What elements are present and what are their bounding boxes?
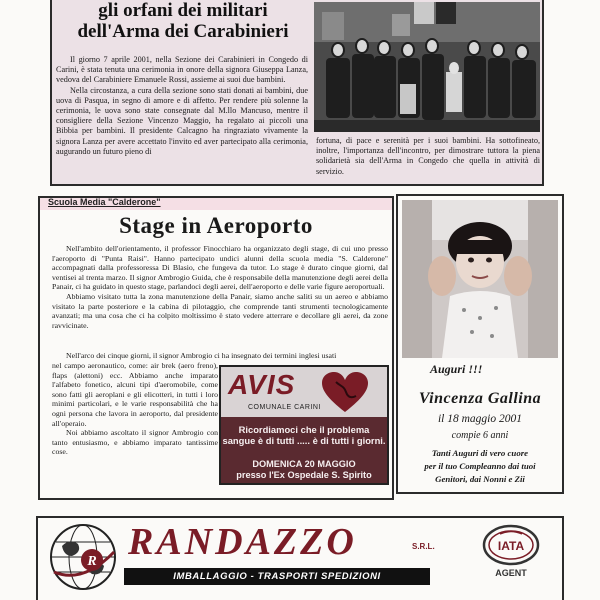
wish-line: per il tuo Compleanno dai tuoi [424, 461, 536, 471]
heart-icon [322, 372, 368, 414]
wish-line: Tanti Auguri di vero cuore [431, 448, 529, 458]
birthday-age: compie 6 anni [451, 430, 509, 441]
avis-event-place: presso l'Ex Ospedale S. Spirito [236, 470, 372, 480]
stage-article-body [52, 244, 388, 330]
top-article-right-text: fortuna, di pace e serenità per i suoi bambini. Ha sottofineato, inoltre, l'importanza dell'incontro, per dimostrare tuttora la piena solidarietà sia dell'Arma in Congedo che quella in attività di servizio. [316, 136, 540, 176]
avis-logo: AVIS [228, 369, 296, 400]
child-photo-image [402, 200, 558, 358]
ceremony-group-photo [314, 2, 540, 132]
auguri-heading: Auguri !!! [430, 362, 483, 376]
school-label: Scuola Media "Calderone" [48, 197, 161, 207]
birthday-child-name: Vincenza Gallina [418, 390, 542, 407]
avis-event [221, 459, 387, 481]
paragraph: Abbiamo visitato tutta la zona manutenzione della Panair, siamo anche saliti su un aereo e abbiamo visitato la parte posteriore e la cabina di pilotaggio, che comprende tanti strumenti tecnologicamente avanzati; ma una cosa che ci ha colpito moltissimo è stato vedere atterrare e decollare gli aerei, da zone ravvicinate. [52, 291, 388, 330]
iata-agent-label: AGENT [495, 568, 527, 578]
title-line-1: gli orfani dei militari [98, 0, 268, 21]
paragraph: Nell'ambito dell'orientamento, il professor Finocchiaro ha organizzato degli stage, di cui uno presso l'aeroporto di "Punta Raisi". Hanno partecipato undici alunni della scuola media "S. Calderone" accompagnati dalla professoressa Di Blasio, che fungeva da tutor. Lo stage è durato cinque giorni, dal ventisei al trenta marzo. Il signor Ambrogio Guida, che è responsabile della manutenzione degli aerei della Panair, ci ha guidato in questo stage, parlandoci degli aerei, dell'aeroporto e delle varie figure aeroportuali. [52, 244, 388, 292]
birthday-date: il 18 maggio 2001 [437, 413, 522, 425]
paragraph: Il giorno 7 aprile 2001, nella Sezione dei Carabinieri in Congedo di Carini, è stata tenuta una cerimonia in onore della signora Giuseppa Lanza, vedova del Carabiniere Emanuele Rossi, assieme ai suoi due bambini. [56, 55, 308, 85]
wish-line: Genitori, dai Nonni e Zii [435, 474, 525, 484]
paragraph: Nella circostanza, a cura della sezione sono stati donati ai bambini, due uova di Pasqua, in segno di amore e di affetto. Per rendere più solenne la cerimonia, le uova sono state consegnate dal M.llo Mancuso, mentre il consigliere della Sezione Vincenzo Maggio, ha regalato ai piccoli una Bibbia per bambini. Il presidente Calcagno ha ringraziato vivamente la signora Lanza per avere accettato l'invito ed aver partecipato alla cerimonia, augurando un futuro pieno di [56, 85, 308, 156]
group-photo-image [314, 2, 540, 132]
randazzo-suffix: S.R.L. [412, 542, 435, 551]
birthday-wish [396, 447, 564, 486]
globe-logo-icon [48, 522, 118, 592]
stage-article-title: Stage in Aeroporto [119, 213, 313, 238]
iata-logo-icon [482, 524, 540, 566]
avis-event-date: DOMENICA 20 MAGGIO [252, 459, 356, 469]
stage-paragraph-3-first-line: Nell'arco dei cinque giorni, il signor Ambrogio ci ha insegnato dei termini inglesi usati [66, 351, 337, 360]
top-article-left-text [56, 55, 308, 157]
paragraph: nel campo aeronautico, come: air brek (aero freno), flaps (alettoni) ecc. Abbiamo anche imparato l'alfabeto fonetico, alcuni tipi d'aeromobile, come sono fatti gli aeroplani e gli elicotteri, in tutti i loro minimi particolari, e le varie responsabilità che ha ogni persona che lavora in aeroporto, dal presidente all'operaio. [52, 361, 218, 428]
paragraph: Noi abbiamo ascoltato il signor Ambrogio con tanto entusiasmo, e abbiamo imparato tantissime cose. [52, 428, 218, 457]
randazzo-tagline: IMBALLAGGIO - TRASPORTI SPEDIZIONI [124, 568, 430, 585]
avis-message: Ricordiamoci che il problema sangue è di tutti ..... è di tutti i giorni. [222, 424, 386, 446]
top-article-title [58, 0, 308, 42]
avis-subtitle: COMUNALE CARINI [248, 404, 321, 411]
title-line-2: dell'Arma dei Carabinieri [77, 21, 289, 42]
emblem-letter: R [87, 554, 97, 569]
stage-article-narrow-column [52, 361, 218, 457]
randazzo-brand: RANDAZZO [128, 521, 357, 563]
child-photo [402, 200, 558, 358]
iata-text: IATA [497, 539, 525, 553]
